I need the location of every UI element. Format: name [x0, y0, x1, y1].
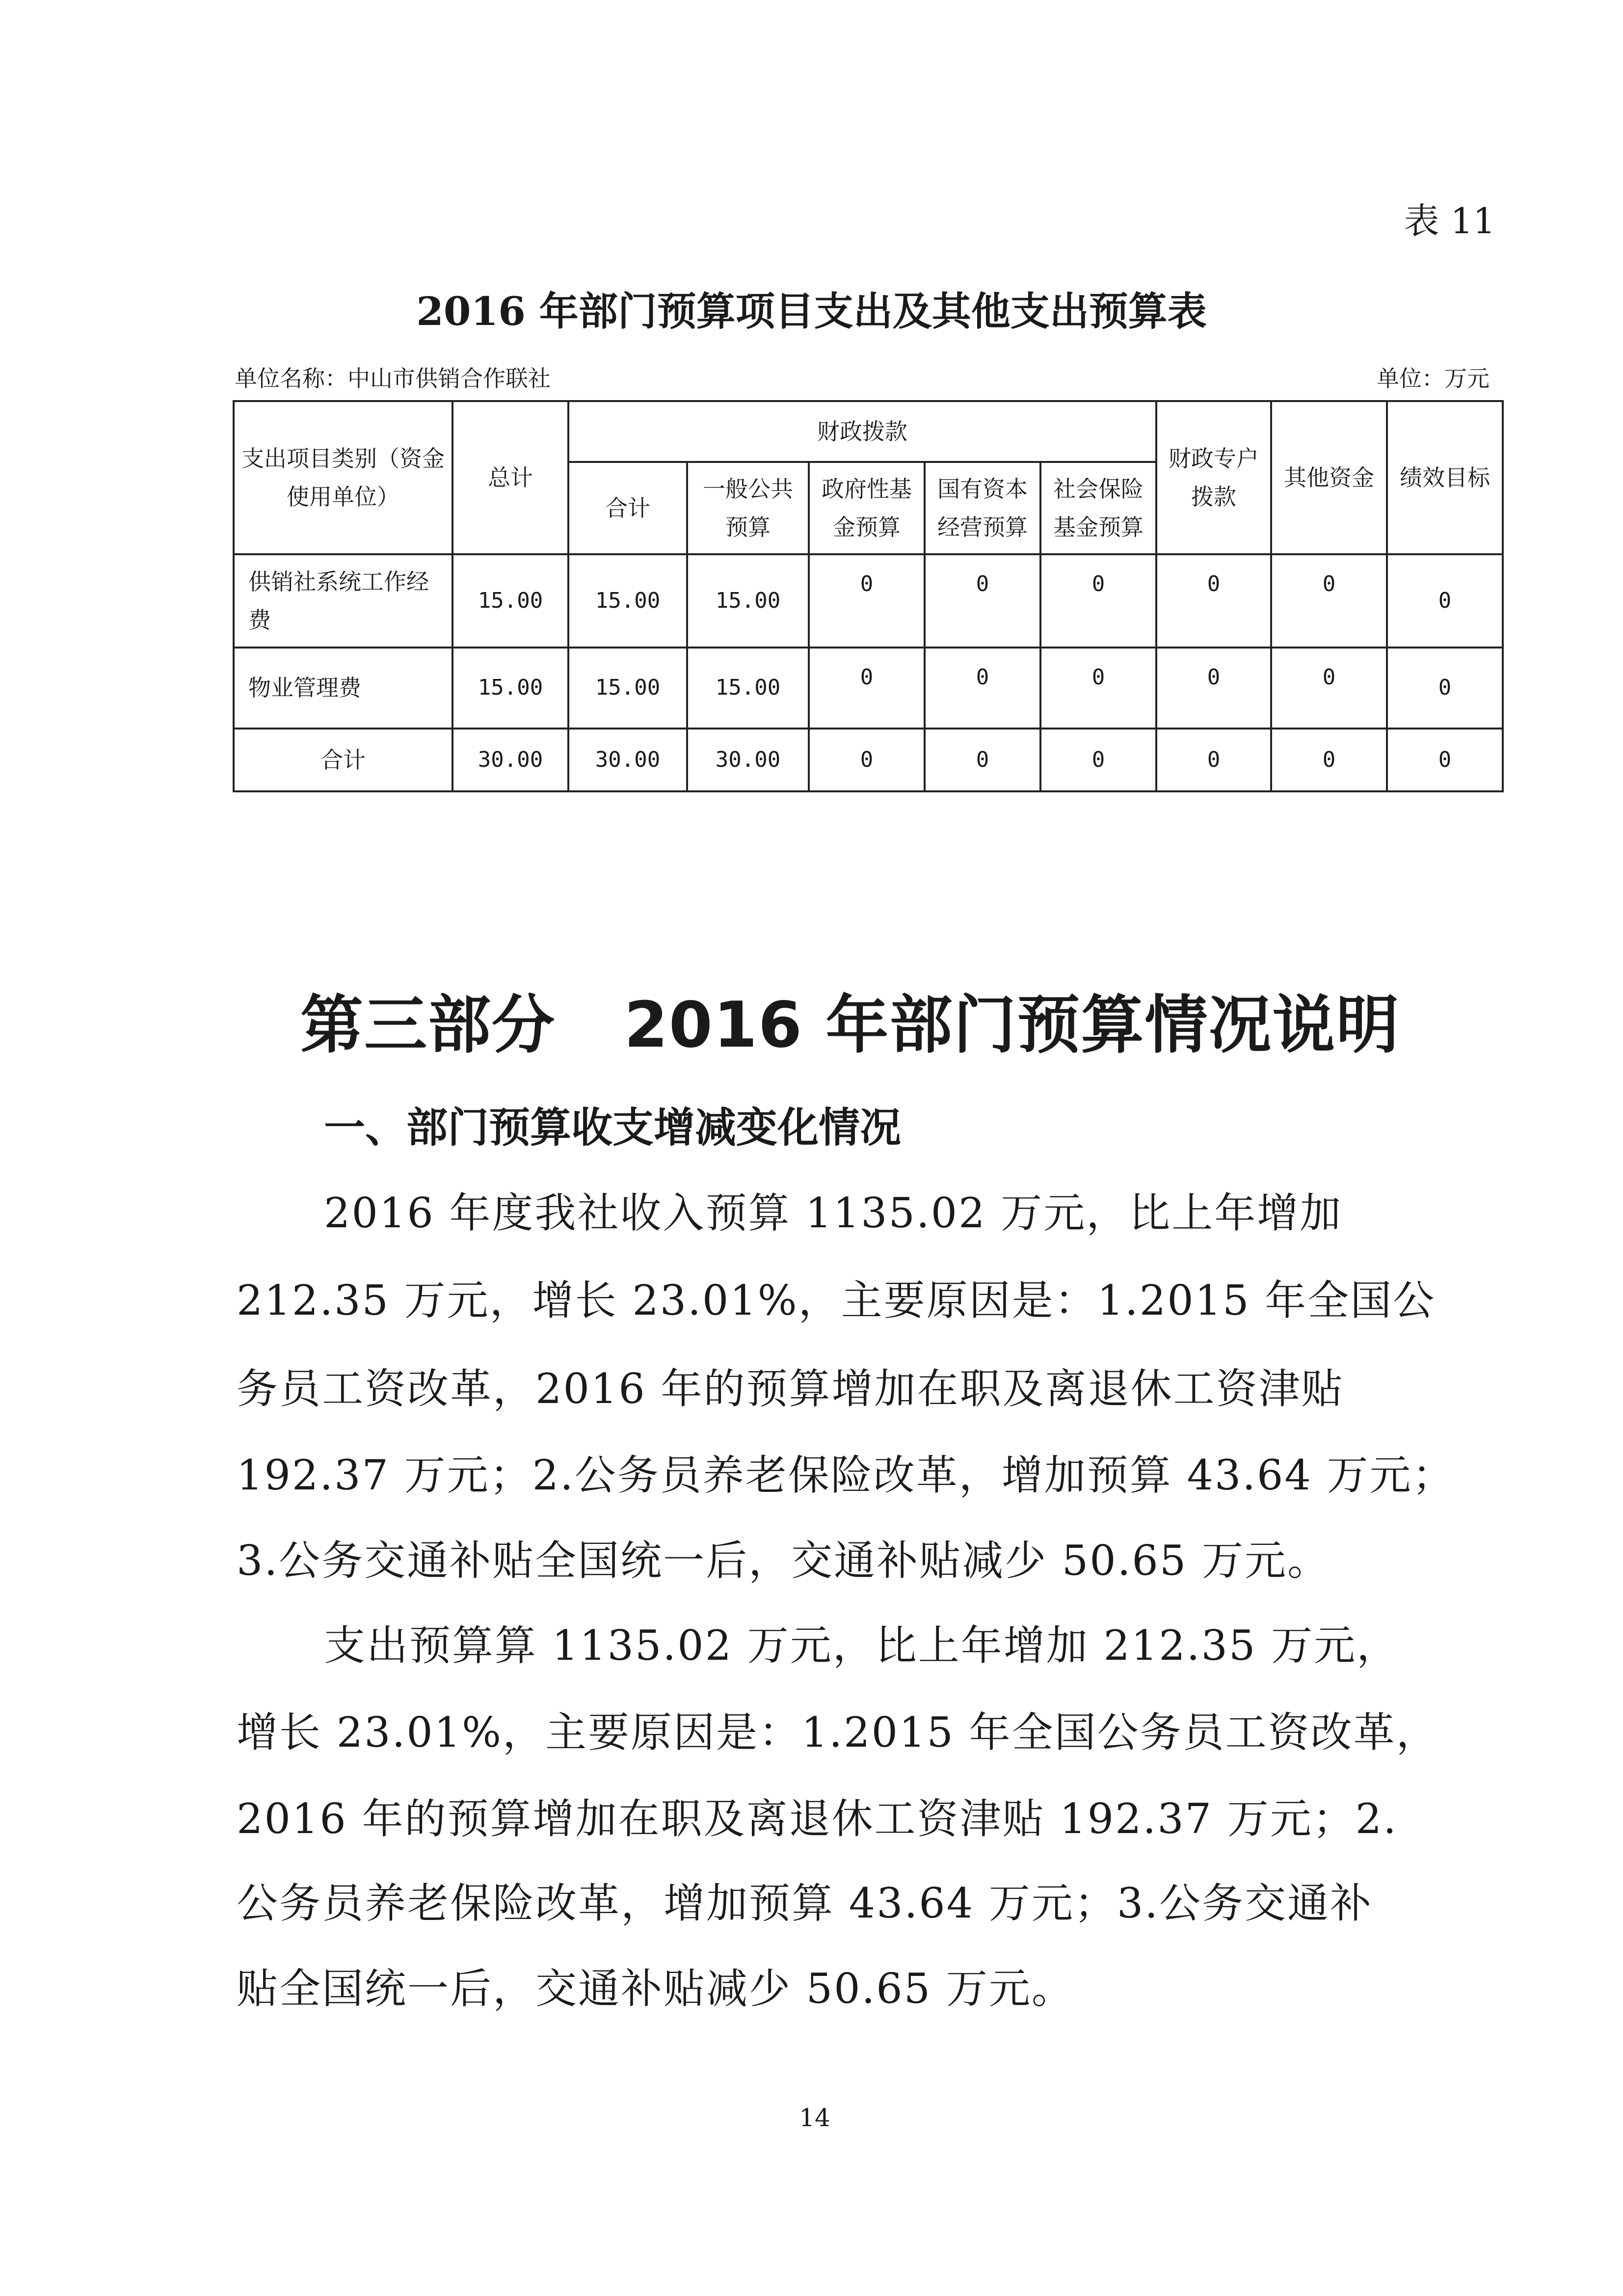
table-row	[234, 648, 1503, 729]
section-title: 第三部分 2016 年部门预算情况说明	[300, 989, 1400, 1062]
cell-social-insurance: 0	[1040, 729, 1156, 791]
cell-general: 15.00	[687, 554, 809, 648]
paragraph-line: 贴全国统一后，交通补贴减少 50.65 万元。	[237, 1965, 1074, 2013]
paragraph-line: 212.35 万元，增长 23.01%，主要原因是：1.2015 年全国公	[237, 1276, 1436, 1324]
cell-general: 30.00	[687, 729, 809, 791]
cell-fiscal-total: 15.00	[568, 554, 687, 648]
cell-fiscal-total: 30.00	[568, 729, 687, 791]
cell-other: 0	[1271, 729, 1387, 791]
cell-total: 30.00	[452, 729, 568, 791]
cell-special: 0	[1156, 729, 1271, 791]
cell-gov-fund: 0	[809, 729, 925, 791]
cell-state-capital: 0	[925, 729, 1040, 791]
cell-state-capital: 0	[925, 648, 1040, 729]
header-fiscal: 财政拨款	[568, 401, 1156, 462]
page-number: 14	[799, 2104, 830, 2132]
paragraph-line: 2016 年度我社收入预算 1135.02 万元，比上年增加	[324, 1189, 1343, 1237]
paragraph-line: 2016 年的预算增加在职及离退休工资津贴 192.37 万元；2.	[237, 1795, 1398, 1843]
cell-other: 0	[1271, 648, 1387, 729]
header-gov-fund: 政府性基金预算	[809, 462, 925, 554]
cell-social-insurance: 0	[1040, 554, 1156, 648]
paragraph-line: 增长 23.01%，主要原因是：1.2015 年全国公务员工资改革，	[237, 1708, 1439, 1756]
table-row-total	[234, 729, 1503, 791]
cell-gov-fund: 0	[809, 648, 925, 729]
table-number-label: 表 11	[1404, 200, 1495, 242]
header-social-insurance: 社会保险基金预算	[1040, 462, 1156, 554]
row-name: 物业管理费	[234, 648, 452, 729]
cell-special: 0	[1156, 648, 1271, 729]
header-total: 总计	[452, 401, 568, 554]
table-title: 2016 年部门预算项目支出及其他支出预算表	[416, 288, 1207, 334]
unit-name: 单位名称：中山市供销合作联社	[235, 365, 551, 392]
cell-social-insurance: 0	[1040, 648, 1156, 729]
cell-special: 0	[1156, 554, 1271, 648]
section-heading: 一、部门预算收支增减变化情况	[324, 1104, 902, 1152]
cell-total: 15.00	[452, 648, 568, 729]
cell-other: 0	[1271, 554, 1387, 648]
cell-performance: 0	[1387, 648, 1503, 729]
paragraph-line: 192.37 万元；2.公务员养老保险改革，增加预算 43.64 万元；	[237, 1451, 1455, 1499]
cell-fiscal-total: 15.00	[568, 648, 687, 729]
cell-performance: 0	[1387, 554, 1503, 648]
header-fiscal-total: 合计	[568, 462, 687, 554]
paragraph-line: 3.公务交通补贴全国统一后，交通补贴减少 50.65 万元。	[237, 1537, 1330, 1585]
paragraph-line: 务员工资改革，2016 年的预算增加在职及离退休工资津贴	[237, 1365, 1344, 1413]
cell-performance: 0	[1387, 729, 1503, 791]
header-special: 财政专户拨款	[1156, 401, 1271, 554]
header-other: 其他资金	[1271, 401, 1387, 554]
header-general-public: 一般公共预算	[687, 462, 809, 554]
header-category: 支出项目类别（资金使用单位）	[234, 401, 452, 554]
cell-gov-fund: 0	[809, 554, 925, 648]
header-state-capital: 国有资本经营预算	[925, 462, 1040, 554]
row-name: 合计	[234, 729, 452, 791]
cell-state-capital: 0	[925, 554, 1040, 648]
paragraph-line: 公务员养老保险改革，增加预算 43.64 万元；3.公务交通补	[237, 1879, 1373, 1927]
budget-table	[233, 400, 1504, 792]
cell-general: 15.00	[687, 648, 809, 729]
paragraph-line: 支出预算算 1135.02 万元，比上年增加 212.35 万元，	[324, 1621, 1400, 1670]
row-name: 供销社系统工作经费	[234, 554, 452, 648]
cell-total: 15.00	[452, 554, 568, 648]
currency-unit: 单位：万元	[1377, 365, 1490, 392]
table-row	[234, 554, 1503, 648]
header-performance: 绩效目标	[1387, 401, 1503, 554]
